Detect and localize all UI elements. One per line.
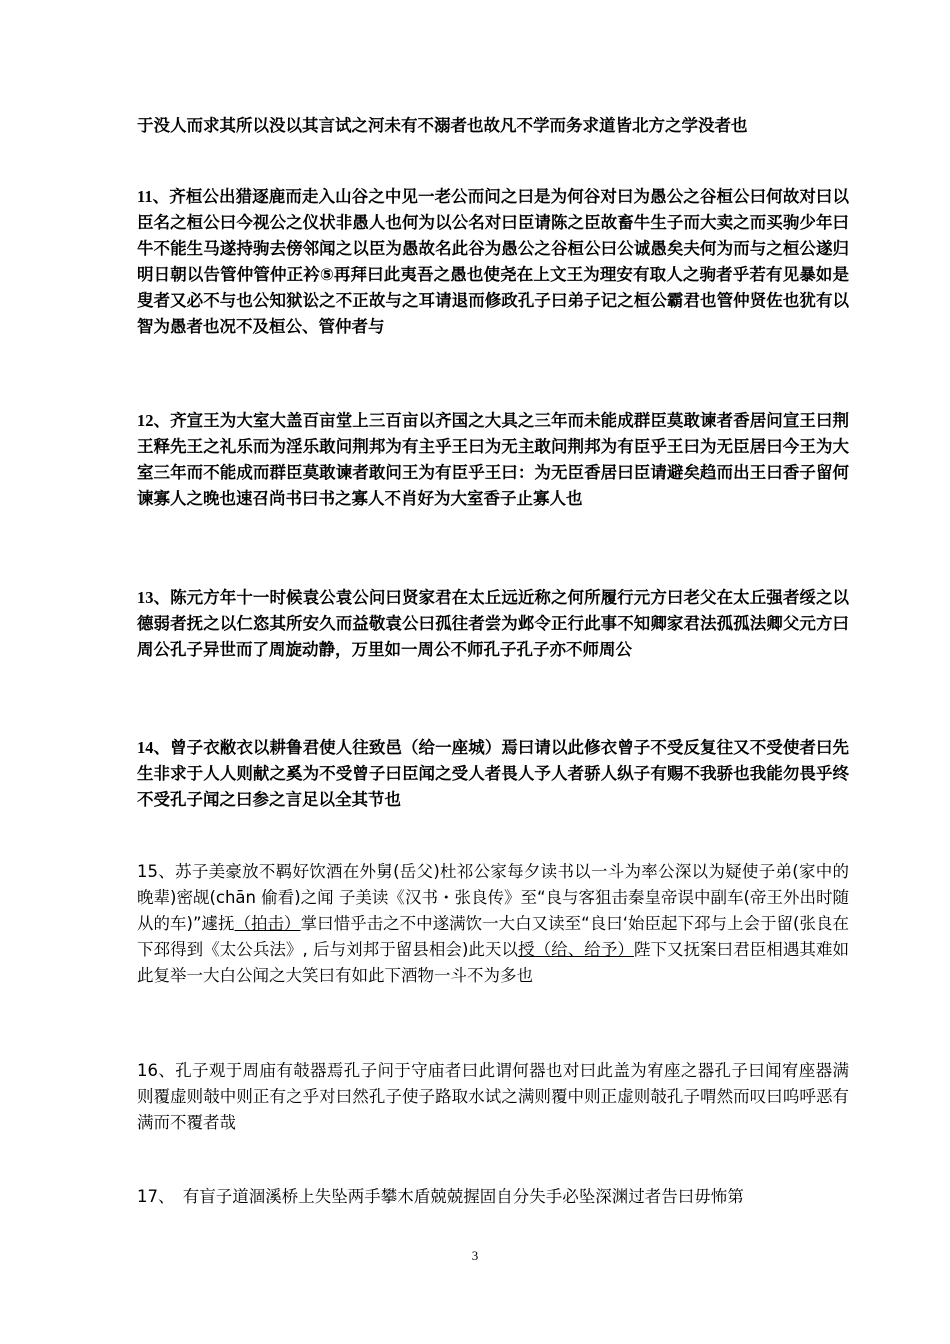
page-number: 3 xyxy=(471,1248,479,1263)
paragraph-text: 有盲子道涸溪桥上失坠两手攀木盾兢兢握固自分失手必坠深渊过者告曰毋怖第 xyxy=(166,1187,744,1206)
underlined-gloss-pai-ji: （拍击） xyxy=(234,914,301,933)
paragraph-text-part-a: 苏子美豪放不羁好饮酒在外舅(岳父)杜祁公家每夕读书以一斗为率公深以为疑使子弟(家中的晚辈)密觇(chān 偷看)之闻 子美读《汉书・张良传》至“良与客狙击秦皇帝误中副车(帝王外出时随从的车)”遽抚 xyxy=(137,862,850,933)
paragraph-number: 14、 xyxy=(137,738,171,757)
paragraph-text: 曾子衣敝衣以耕鲁君使人往致邑（给一座城）焉曰请以此修衣曾子不受反复往又不受使者曰先生非求于人人则献之奚为不受曾子曰臣闻之受人者畏人予人者骄人纵子有赐不我骄也我能勿畏乎终不受孔子闻之曰参之言足以全其节也 xyxy=(137,738,850,809)
paragraph-number: 16、 xyxy=(137,1061,176,1080)
paragraph-number: 15、 xyxy=(137,862,176,881)
paragraph-number: 17、 xyxy=(137,1187,167,1206)
paragraph-13 xyxy=(137,585,849,663)
paragraph-text-part-b: 掌曰惜乎击之不中遂满饮一大白又读至“良曰‘始臣起下邳与上会于留(张良在下邳得到《太公兵法》, 后与刘邦于留县相会)此天以 xyxy=(137,914,849,959)
paragraph-text: 齐桓公出猎逐鹿而走入山谷之中见一老公而问之曰是为何谷对曰为愚公之谷桓公曰何故对曰以臣名之桓公曰今视公之仪状非愚人也何为以公名对曰臣请陈之臣故畜牛生子而大卖之而买驹少年曰牛不能生马遂持驹去傍邻闻之以臣为愚故名此谷为愚公之谷桓公曰公诚愚矣夫何为而与之桓公遂归明日朝以告管仲管仲正衿⑤再拜曰此夷吾之愚也使尧在上文王为理安有取人之驹者乎若有见暴如是叟者又必不与也公知狱讼之不正故与之耳请退而修政孔子曰弟子记之桓公霸君也管仲贤佐也犹有以智为愚者也况不及桓公、管仲者与 xyxy=(137,187,850,336)
paragraph-number: 11、 xyxy=(137,187,170,206)
paragraph-15 xyxy=(137,859,849,989)
underlined-gloss-shou: 授（给、给予） xyxy=(518,940,634,959)
paragraph-continuation xyxy=(137,113,849,139)
paragraph-12 xyxy=(137,408,849,512)
paragraph-number: 13、 xyxy=(137,588,171,607)
paragraph-14 xyxy=(137,735,849,813)
paragraph-number: 12、 xyxy=(137,411,171,430)
paragraph-11 xyxy=(137,184,849,340)
paragraph-text-part-c: 陛下又抚案曰君臣相遇其难如此复举一大白公闻之大笑曰有如此下酒物一斗不为多也 xyxy=(137,940,849,985)
paragraph-text: 齐宣王为大室大盖百亩堂上三百亩以齐国之大具之三年而未能成群臣莫敢谏者香居问宣王曰荆王释先王之礼乐而为淫乐敢问荆邦为有主乎王曰为无主敢问荆邦为有臣乎王曰为无臣居曰今王为大室三年而不能成而群臣莫敢谏者敢问王为有臣乎王曰：为无臣香居曰臣请避矣趋而出王曰香子留何谏寡人之晚也速召尚书曰书之寡人不肖好为大室香子止寡人也 xyxy=(137,411,850,508)
paragraph-16 xyxy=(137,1058,849,1136)
paragraph-17 xyxy=(137,1184,849,1210)
paragraph-text: 陈元方年十一时候袁公袁公问曰贤家君在太丘远近称之何所履行元方曰老父在太丘强者绥之以德弱者抚之以仁恣其所安久而益敬袁公曰孤往者尝为邺令正行此事不知卿家君法孤孤法卿父元方曰周公孔子异世而了周旋动静，万里如一周公不师孔子孔子亦不师周公 xyxy=(137,588,850,659)
paragraph-text: 孔子观于周庙有攲器焉孔子问于守庙者曰此谓何器也对曰此盖为宥座之器孔子曰闻宥座器满则覆虚则攲中则正有之乎对曰然孔子使子路取水试之满则覆中则正虚则攲孔子喟然而叹曰呜呼恶有满而不覆者哉 xyxy=(137,1061,849,1132)
paragraph-text: 于没人而求其所以没以其言试之河未有不溺者也故凡不学而务求道皆北方之学没者也 xyxy=(137,116,748,135)
